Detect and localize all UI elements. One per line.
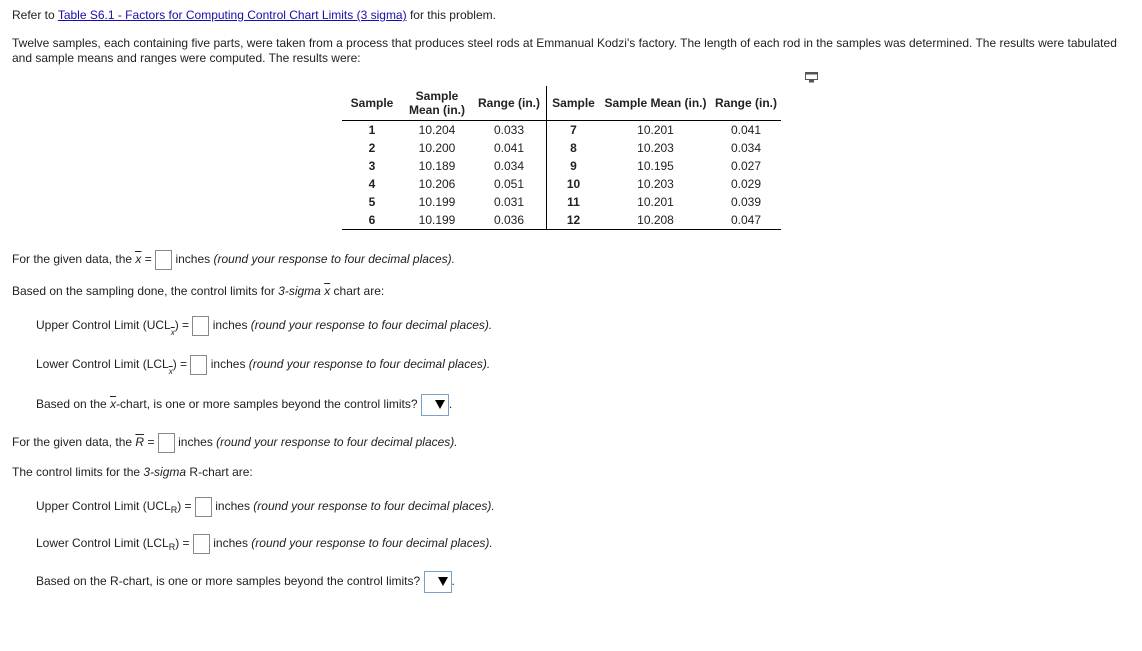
sample-mean-cell: 10.206 [418, 177, 456, 191]
lcl-r-input[interactable] [193, 534, 210, 554]
sample-number-cell: 1 [368, 123, 376, 137]
sample-mean-cell: 10.208 [600, 211, 711, 230]
r-chart-limits-intro: The control limits for the 3-sigma R-chart are: [12, 465, 253, 479]
sample-range-cell: 0.031 [472, 193, 547, 211]
sample-number-cell: 11 [567, 195, 580, 209]
refer-prefix: Refer to [12, 8, 58, 22]
copy-data-icon[interactable] [805, 72, 818, 83]
sample-range-cell: 0.034 [730, 141, 762, 155]
sample-range-cell: 0.041 [472, 139, 547, 157]
sample-mean-cell: 10.189 [418, 159, 456, 173]
sample-range-cell: 0.041 [730, 123, 762, 137]
sample-number-cell: 3 [368, 159, 376, 173]
sample-number-cell: 8 [570, 141, 577, 155]
col-sample-mean: Sample Mean (in.) [402, 86, 472, 121]
sample-number-cell: 6 [342, 211, 402, 230]
x-chart-beyond-question: Based on the $\overline{x}$-chart, is one or more samples beyond the control limits? . [36, 393, 452, 416]
sample-range-cell: 0.039 [730, 195, 762, 209]
table-s6-1-link[interactable]: Table S6.1 - Factors for Computing Control Chart Limits (3 sigma) [57, 8, 407, 22]
x-double-bar-symbol: $\overline{x}$ [135, 252, 142, 267]
sample-mean-cell: 10.200 [418, 141, 456, 155]
x-chart-beyond-dropdown[interactable] [421, 394, 449, 416]
sample-mean-cell: 10.204 [418, 123, 456, 137]
sample-range-cell: 0.034 [472, 157, 547, 175]
r-bar-symbol: $\overline{R}$ [135, 435, 145, 450]
sample-number-cell: 7 [570, 123, 577, 137]
sample-number-cell: 9 [570, 159, 577, 173]
xbar-bar-input[interactable] [155, 250, 172, 270]
dropdown-arrow-icon [438, 577, 448, 586]
lcl-x-input[interactable] [190, 355, 207, 375]
table-row [342, 211, 781, 230]
ucl-x-question: Upper Control Limit $(UCL_{\overline{x}})$ = inches (round your response to four decimal places). [36, 316, 492, 337]
r-chart-beyond-question: Based on the R-chart, is one or more samples beyond the control limits? . [36, 570, 455, 593]
sample-number-cell: 2 [368, 141, 376, 155]
r-chart-beyond-dropdown[interactable] [424, 571, 452, 593]
table-row [342, 193, 781, 211]
col-sample-2: Sample [547, 86, 601, 121]
rbar-input[interactable] [158, 433, 175, 453]
sample-range-cell: 0.036 [472, 211, 547, 230]
lcl-r-question: Lower Control Limit $(LCL_R)$ = inches (round your response to four decimal places). [36, 534, 493, 554]
ucl-x-input[interactable] [192, 316, 209, 336]
col-range: Range (in.) [472, 86, 547, 121]
sample-number-cell: 5 [368, 195, 376, 209]
sample-range-cell: 0.027 [730, 159, 762, 173]
xbar-bar-question: For the given data, the $\overline{x}$ = inches (round your response to four decimal places). [12, 250, 455, 270]
sample-range-cell: 0.051 [472, 175, 547, 193]
sample-number-cell: 4 [368, 177, 376, 191]
sample-range-cell: 0.029 [730, 177, 762, 191]
sample-mean-cell: 10.201 [637, 123, 674, 137]
table-row [342, 175, 781, 193]
sample-number-cell: 12 [547, 211, 601, 230]
ucl-r-question: Upper Control Limit $(UCL_R)$ = inches (round your response to four decimal places). [36, 497, 495, 517]
sample-range-cell: 0.047 [711, 211, 781, 230]
rbar-question: For the given data, the $\overline{R}$ = inches (round your response to four decimal places). [12, 433, 458, 453]
sample-range-cell: 0.033 [472, 121, 547, 140]
table-row [342, 139, 781, 157]
sample-mean-cell: 10.203 [637, 177, 674, 191]
sample-mean-cell: 10.201 [637, 195, 674, 209]
refer-suffix: for this problem. [406, 8, 496, 22]
col-sample-mean-2: Sample Mean (in.) [600, 86, 711, 121]
lcl-x-question: Lower Control Limit $(LCL_{\overline{x}})$ = inches (round your response to four decimal places). [36, 355, 490, 376]
problem-intro: Twelve samples, each containing five parts, were taken from a process that produces steel rods at Emmanual Kodzi's factory. The length of each rod in the samples was determined. The results were tabulated and sample means and ranges were computed. The results were: [12, 36, 1117, 65]
sample-number-cell: 10 [566, 177, 581, 191]
x-chart-limits-intro: Based on the sampling done, the control limits for 3-sigma $\overline{x}$ chart are: [12, 284, 385, 298]
sample-mean-cell: 10.203 [637, 141, 674, 155]
col-range-2: Range (in.) [711, 86, 781, 121]
reference-line [12, 8, 496, 22]
dropdown-arrow-icon [435, 400, 445, 409]
sample-data-table [342, 86, 781, 230]
table-row [342, 121, 781, 140]
col-sample: Sample [342, 86, 402, 121]
sample-mean-cell: 10.199 [402, 211, 472, 230]
table-row [342, 157, 781, 175]
sample-mean-cell: 10.195 [637, 159, 674, 173]
sample-mean-cell: 10.199 [418, 195, 456, 209]
ucl-r-input[interactable] [195, 497, 212, 517]
